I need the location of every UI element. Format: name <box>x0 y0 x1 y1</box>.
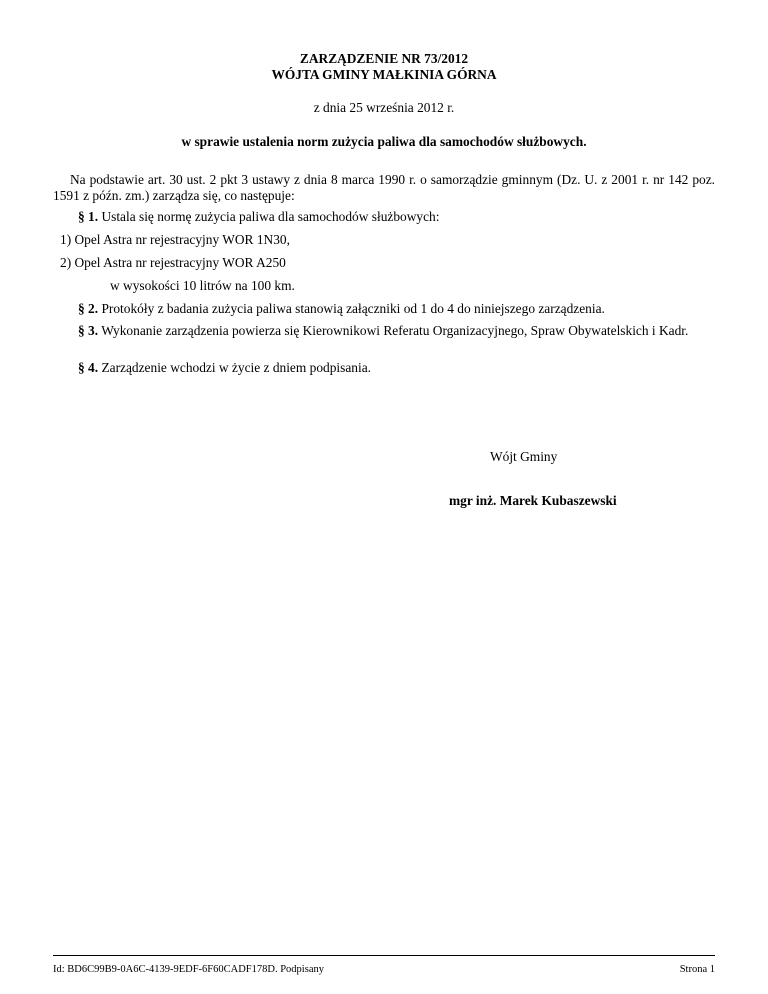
footer-document-id: Id: BD6C99B9-0A6C-4139-9EDF-6F60CADF178D. Podpisany <box>53 964 324 975</box>
document-subject: w sprawie ustalenia norm zużycia paliwa dla samochodów służbowych. <box>181 134 587 149</box>
section-4 <box>78 360 371 376</box>
footer-divider <box>53 955 715 956</box>
section-2-label: § 2. <box>78 301 99 316</box>
vehicle-item-2: 2) Opel Astra nr rejestracyjny WOR A250 <box>60 255 286 270</box>
section-3-text: Wykonanie zarządzenia powierza się Kierownikowi Referatu Organizacyjnego, Spraw Obywatelskich i Kadr. <box>98 323 689 338</box>
section-1-label: § 1. <box>78 209 99 224</box>
legal-basis-paragraph: Na podstawie art. 30 ust. 2 pkt 3 ustawy z dnia 8 marca 1990 r. o samorządzie gminnym (Dz. U. z 2001 r. nr 142 poz. 1591 z późn. zm.) zarządza się, co następuje: <box>53 172 715 204</box>
section-1-text: Ustala się normę zużycia paliwa dla samochodów służbowych: <box>98 209 440 224</box>
vehicle-item-1: 1) Opel Astra nr rejestracyjny WOR 1N30, <box>60 232 290 247</box>
signer-title: Wójt Gminy <box>490 449 558 464</box>
document-title-line-1: ZARZĄDZENIE NR 73/2012 <box>299 51 469 66</box>
footer-page-number: Strona 1 <box>679 964 715 975</box>
section-2-text: Protokóły z badania zużycia paliwa stanowią załączniki od 1 do 4 do niniejszego zarządzenia. <box>98 301 605 316</box>
document-title-line-2: WÓJTA GMINY MAŁKINIA GÓRNA <box>271 67 497 82</box>
section-3-label: § 3. <box>78 323 99 338</box>
fuel-norm-text: w wysokości 10 litrów na 100 km. <box>110 278 295 293</box>
section-1 <box>78 209 439 225</box>
document-date: z dnia 25 września 2012 r. <box>313 100 455 115</box>
section-4-label: § 4. <box>78 360 99 375</box>
signer-name: mgr inż. Marek Kubaszewski <box>449 493 617 508</box>
section-3 <box>53 323 715 339</box>
section-4-text: Zarządzenie wchodzi w życie z dniem podpisania. <box>98 360 371 375</box>
section-2 <box>78 301 605 317</box>
